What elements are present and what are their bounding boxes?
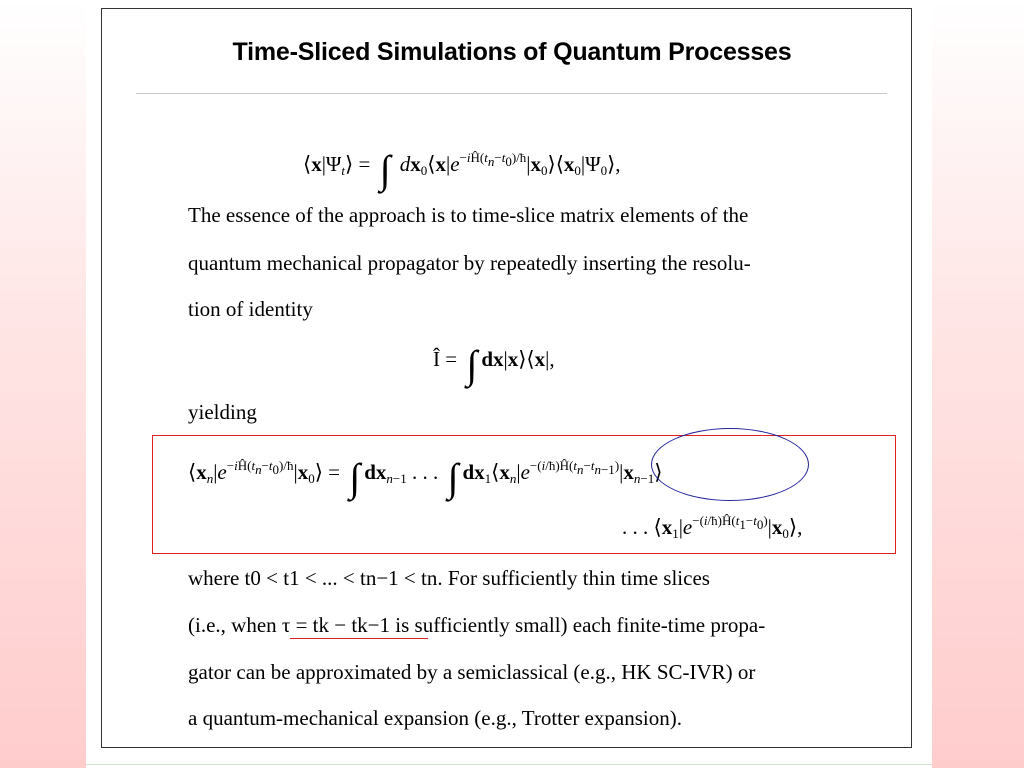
paragraph1-line2: quantum mechanical propagator by repeatedly inserting the resolu- (188, 251, 751, 275)
paragraph1-line1: The essence of the approach is to time-slice matrix elements of the (188, 203, 749, 227)
equation-identity: Î = ∫ dx|x⟩⟨x|, (433, 342, 555, 387)
paragraph2-line3: gator can be approximated by a semiclassical (e.g., HK SC-IVR) or (188, 660, 756, 684)
yielding-text: yielding (188, 400, 257, 424)
equation-timesliced-line1: $⟨x_n|e^{-iĤ(t_n-t_0)/ħ}|x_0⟩$ = ∫ $dx_{n-1}$ . . . ∫ $dx_1⟨x_n|e^{-(i/ħ)Ĥ(t_n-t_{n-1})}|x_{n-1}⟩$ (188, 455, 663, 500)
equation-wavefunction-lhs: $⟨x|\Psi_t⟩$ (303, 152, 354, 178)
equation-timesliced-line2: . . . $⟨x_1|e^{-(i/ħ)Ĥ(t_1-t_0)}|x_0⟩$, (622, 513, 803, 541)
highlight-ellipse (651, 428, 809, 501)
slide-title: Time-Sliced Simulations of Quantum Processes (232, 38, 792, 66)
bottom-divider (86, 764, 932, 765)
equation-wavefunction-rhs: $dx_0⟨x|e^{-iĤ(t_n-t_0)/ħ}|x_0⟩⟨x_0|\Psi_0⟩$, (399, 150, 621, 178)
paragraph1-line3: tion of identity (188, 297, 313, 321)
equation-wavefunction: $⟨x|\Psi_t⟩$ = ∫ $dx_0⟨x|e^{-iĤ(t_n-t_0)/ħ}|x_0⟩⟨x_0|\Psi_0⟩$, (303, 147, 621, 192)
paragraph2-line1: where t0 < t1 < ... < tn−1 < tn. For sufficiently thin time slices (188, 566, 710, 590)
title-rule (136, 93, 887, 94)
paragraph2-line2: (i.e., when τ = tk − tk−1 is sufficiently small) each finite-time propa- (188, 613, 766, 637)
paragraph2-line4: a quantum-mechanical expansion (e.g., Trotter expansion). (188, 706, 682, 730)
tau-underline (290, 638, 428, 639)
